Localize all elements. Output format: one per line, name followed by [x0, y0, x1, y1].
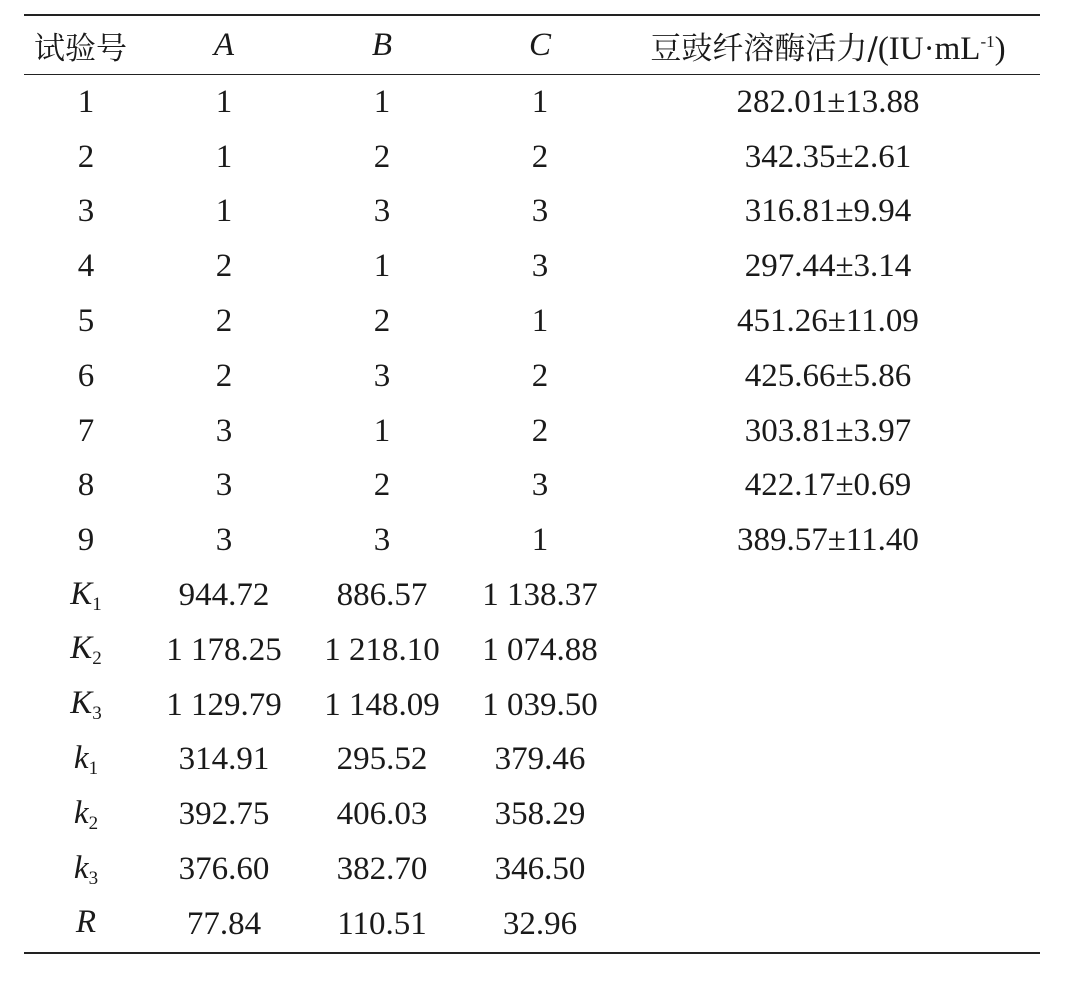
activity-cell: 389.57±11.40 [737, 522, 919, 559]
trial-cell: 6 [77, 357, 95, 394]
stat-label [24, 576, 148, 616]
factor-c-cell: 2 [531, 138, 549, 175]
table-row [24, 239, 1040, 294]
activity-cell: 451.26±11.09 [737, 303, 919, 340]
stat-subscript: 2 [92, 648, 102, 670]
stat-symbol: K [70, 575, 93, 612]
factor-b-cell: 2 [373, 138, 391, 175]
stat-symbol: k [73, 794, 89, 831]
table-row [24, 185, 1040, 240]
activity-cell: 342.35±2.61 [744, 138, 912, 175]
table-row [24, 349, 1040, 404]
table-row [24, 130, 1040, 185]
activity-cell: 425.66±5.86 [744, 357, 912, 394]
stat-b-cell: 110.51 [337, 905, 427, 942]
trial-cell: 3 [77, 193, 95, 230]
header-activity-unit-open: (IU·mL [877, 30, 981, 67]
trial-cell: 7 [77, 412, 95, 449]
stat-c-cell: 358.29 [494, 796, 586, 833]
table-bottom-rule [24, 952, 1040, 954]
header-factor-c: C [528, 26, 551, 63]
stat-label [24, 630, 148, 670]
stat-row [24, 568, 1040, 623]
factor-a-cell: 1 [215, 138, 233, 175]
stat-c-cell: 379.46 [494, 741, 586, 778]
factor-b-cell: 2 [373, 303, 391, 340]
trial-cell: 1 [77, 83, 95, 120]
header-activity [616, 23, 1040, 68]
stat-label [24, 740, 148, 780]
stat-c-cell: 1 039.50 [482, 686, 598, 723]
factor-a-cell: 2 [215, 357, 233, 394]
table-row [24, 513, 1040, 568]
stat-a-cell: 1 178.25 [166, 631, 282, 668]
stat-b-cell: 295.52 [336, 741, 428, 778]
stat-subscript: 1 [92, 593, 102, 615]
factor-b-cell: 1 [373, 248, 391, 285]
table-header-row [24, 16, 1040, 74]
activity-cell: 282.01±13.88 [736, 83, 920, 120]
factor-c-cell: 2 [531, 357, 549, 394]
factor-b-cell: 1 [373, 83, 391, 120]
stat-b-cell: 1 218.10 [324, 631, 440, 668]
stat-symbol: K [70, 685, 93, 722]
stat-label [24, 904, 148, 944]
stat-row [24, 787, 1040, 842]
stat-symbol: R [75, 904, 97, 941]
trial-cell: 9 [77, 522, 95, 559]
stat-a-cell: 77.84 [186, 905, 262, 942]
factor-c-cell: 3 [531, 248, 549, 285]
stat-a-cell: 376.60 [178, 851, 270, 888]
factor-c-cell: 1 [531, 303, 549, 340]
factor-a-cell: 3 [215, 467, 233, 504]
activity-cell: 422.17±0.69 [744, 467, 912, 504]
stat-subscript: 3 [92, 703, 102, 725]
stat-symbol: k [73, 849, 89, 886]
header-activity-unit-close: ) [994, 30, 1006, 67]
stat-b-cell: 406.03 [336, 796, 428, 833]
stat-row [24, 733, 1040, 788]
factor-b-cell: 3 [373, 357, 391, 394]
table-body [24, 75, 1040, 952]
stat-row [24, 897, 1040, 952]
factor-a-cell: 3 [215, 412, 233, 449]
header-factor-a: A [213, 26, 235, 63]
stat-c-cell: 1 074.88 [482, 631, 598, 668]
trial-cell: 8 [77, 467, 95, 504]
stat-label [24, 795, 148, 835]
stat-row [24, 623, 1040, 678]
stat-row [24, 842, 1040, 897]
stat-c-cell: 346.50 [494, 851, 586, 888]
factor-a-cell: 1 [215, 83, 233, 120]
factor-c-cell: 1 [531, 83, 549, 120]
stat-b-cell: 382.70 [336, 851, 428, 888]
factor-a-cell: 1 [215, 193, 233, 230]
factor-b-cell: 3 [373, 522, 391, 559]
activity-cell: 297.44±3.14 [744, 248, 912, 285]
table-row [24, 459, 1040, 514]
stat-c-cell: 1 138.37 [482, 577, 598, 614]
activity-cell: 303.81±3.97 [744, 412, 912, 449]
header-factor-b: B [371, 26, 393, 63]
stat-row [24, 678, 1040, 733]
orthogonal-test-table [24, 14, 1040, 954]
factor-b-cell: 3 [373, 193, 391, 230]
header-activity-unit-sup: -1 [980, 31, 995, 51]
trial-cell: 2 [77, 138, 95, 175]
stat-subscript: 1 [88, 757, 99, 779]
factor-b-cell: 1 [373, 412, 391, 449]
factor-c-cell: 1 [531, 522, 549, 559]
header-activity-label: 豆豉纤溶酶活力/ [650, 30, 878, 67]
stat-subscript: 2 [88, 812, 99, 834]
activity-cell: 316.81±9.94 [744, 193, 912, 230]
trial-cell: 4 [77, 248, 95, 285]
factor-b-cell: 2 [373, 467, 391, 504]
stat-symbol: k [73, 739, 89, 776]
stat-a-cell: 392.75 [178, 796, 270, 833]
stat-a-cell: 314.91 [178, 741, 270, 778]
factor-c-cell: 2 [531, 412, 549, 449]
table-row [24, 75, 1040, 130]
header-trial: 试验号 [34, 30, 127, 67]
factor-a-cell: 2 [215, 248, 233, 285]
stat-a-cell: 1 129.79 [166, 686, 282, 723]
stat-b-cell: 1 148.09 [324, 686, 440, 723]
factor-c-cell: 3 [531, 467, 549, 504]
table-row [24, 294, 1040, 349]
stat-label [24, 850, 148, 890]
table-row [24, 404, 1040, 459]
stat-symbol: K [70, 630, 93, 667]
factor-a-cell: 2 [215, 303, 233, 340]
factor-a-cell: 3 [215, 522, 233, 559]
stat-c-cell: 32.96 [502, 905, 578, 942]
trial-cell: 5 [77, 303, 95, 340]
stat-b-cell: 886.57 [336, 577, 428, 614]
stat-label [24, 685, 148, 725]
factor-c-cell: 3 [531, 193, 549, 230]
stat-subscript: 3 [88, 867, 99, 889]
stat-a-cell: 944.72 [178, 577, 270, 614]
